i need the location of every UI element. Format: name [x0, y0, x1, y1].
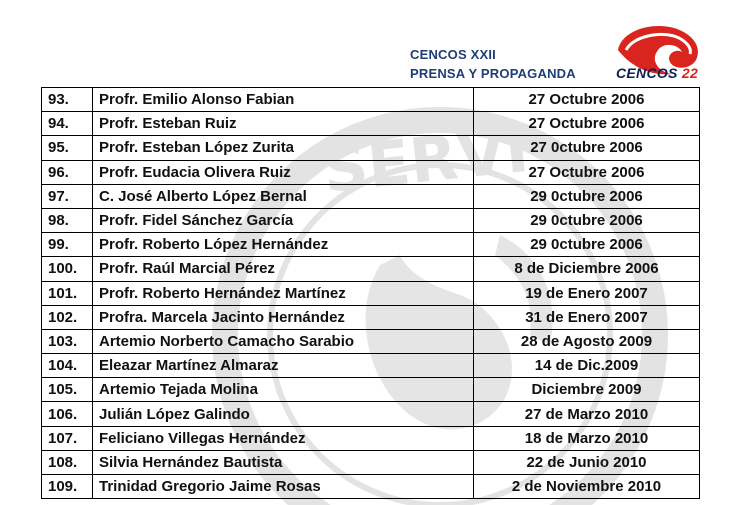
row-date: 28 de Agosto 2009: [474, 329, 700, 353]
row-name: Profr. Emilio Alonso Fabian: [93, 88, 474, 112]
row-name: Trinidad Gregorio Jaime Rosas: [93, 475, 474, 499]
table-row: [42, 281, 700, 305]
row-number: 109.: [42, 475, 93, 499]
table-row: [42, 136, 700, 160]
row-number: 100.: [42, 257, 93, 281]
header-line1: CENCOS XXII: [410, 47, 496, 62]
row-date: 18 de Marzo 2010: [474, 426, 700, 450]
row-name: Silvia Hernández Bautista: [93, 450, 474, 474]
table-row: [42, 450, 700, 474]
svg-text:SERVI: SERVI: [319, 112, 532, 207]
row-date: 29 0ctubre 2006: [474, 184, 700, 208]
row-date: 27 Octubre 2006: [474, 88, 700, 112]
row-number: 102.: [42, 305, 93, 329]
row-date: 27 Octubre 2006: [474, 112, 700, 136]
row-number: 95.: [42, 136, 93, 160]
row-number: 107.: [42, 426, 93, 450]
row-date: 19 de Enero 2007: [474, 281, 700, 305]
table-row: [42, 88, 700, 112]
row-number: 96.: [42, 160, 93, 184]
table-row: [42, 378, 700, 402]
row-number: 106.: [42, 402, 93, 426]
row-name: Artemio Tejada Molina: [93, 378, 474, 402]
row-name: Profr. Eudacia Olivera Ruiz: [93, 160, 474, 184]
row-date: 31 de Enero 2007: [474, 305, 700, 329]
row-date: 29 0ctubre 2006: [474, 233, 700, 257]
names-table: [41, 87, 700, 499]
row-date: Diciembre 2009: [474, 378, 700, 402]
table-row: [42, 184, 700, 208]
row-number: 93.: [42, 88, 93, 112]
row-name: Profr. Esteban López Zurita: [93, 136, 474, 160]
row-name: Profra. Marcela Jacinto Hernández: [93, 305, 474, 329]
logo-wordmark: [616, 65, 698, 81]
table-row: [42, 208, 700, 232]
row-date: 22 de Junio 2010: [474, 450, 700, 474]
logo-number: 22: [681, 65, 699, 81]
row-date: 27 Octubre 2006: [474, 160, 700, 184]
table-row: [42, 426, 700, 450]
row-name: Profr. Fidel Sánchez García: [93, 208, 474, 232]
row-number: 105.: [42, 378, 93, 402]
row-number: 108.: [42, 450, 93, 474]
row-date: 14 de Dic.2009: [474, 354, 700, 378]
row-date: 8 de Diciembre 2006: [474, 257, 700, 281]
table-row: [42, 257, 700, 281]
row-date: 2 de Noviembre 2010: [474, 475, 700, 499]
row-number: 103.: [42, 329, 93, 353]
logo-text: CENCOS: [616, 65, 678, 81]
row-number: 101.: [42, 281, 93, 305]
row-date: 27 0ctubre 2006: [474, 136, 700, 160]
table-row: [42, 329, 700, 353]
table-row: [42, 475, 700, 499]
header-block: [410, 45, 576, 83]
row-number: 97.: [42, 184, 93, 208]
row-number: 94.: [42, 112, 93, 136]
header-line2: PRENSA Y PROPAGANDA: [410, 66, 576, 81]
row-name: C. José Alberto López Bernal: [93, 184, 474, 208]
row-date: 29 0ctubre 2006: [474, 208, 700, 232]
row-name: Julián López Galindo: [93, 402, 474, 426]
row-name: Eleazar Martínez Almaraz: [93, 354, 474, 378]
row-name: Profr. Esteban Ruiz: [93, 112, 474, 136]
table-row: [42, 305, 700, 329]
row-date: 27 de Marzo 2010: [474, 402, 700, 426]
table-row: [42, 402, 700, 426]
row-name: Feliciano Villegas Hernández: [93, 426, 474, 450]
table-row: [42, 233, 700, 257]
row-number: 98.: [42, 208, 93, 232]
row-number: 99.: [42, 233, 93, 257]
row-name: Profr. Roberto Hernández Martínez: [93, 281, 474, 305]
row-number: 104.: [42, 354, 93, 378]
table-row: [42, 160, 700, 184]
row-name: Profr. Raúl Marcial Pérez: [93, 257, 474, 281]
row-name: Profr. Roberto López Hernández: [93, 233, 474, 257]
row-name: Artemio Norberto Camacho Sarabio: [93, 329, 474, 353]
table-row: [42, 354, 700, 378]
table-row: [42, 112, 700, 136]
table-body: [42, 88, 700, 499]
